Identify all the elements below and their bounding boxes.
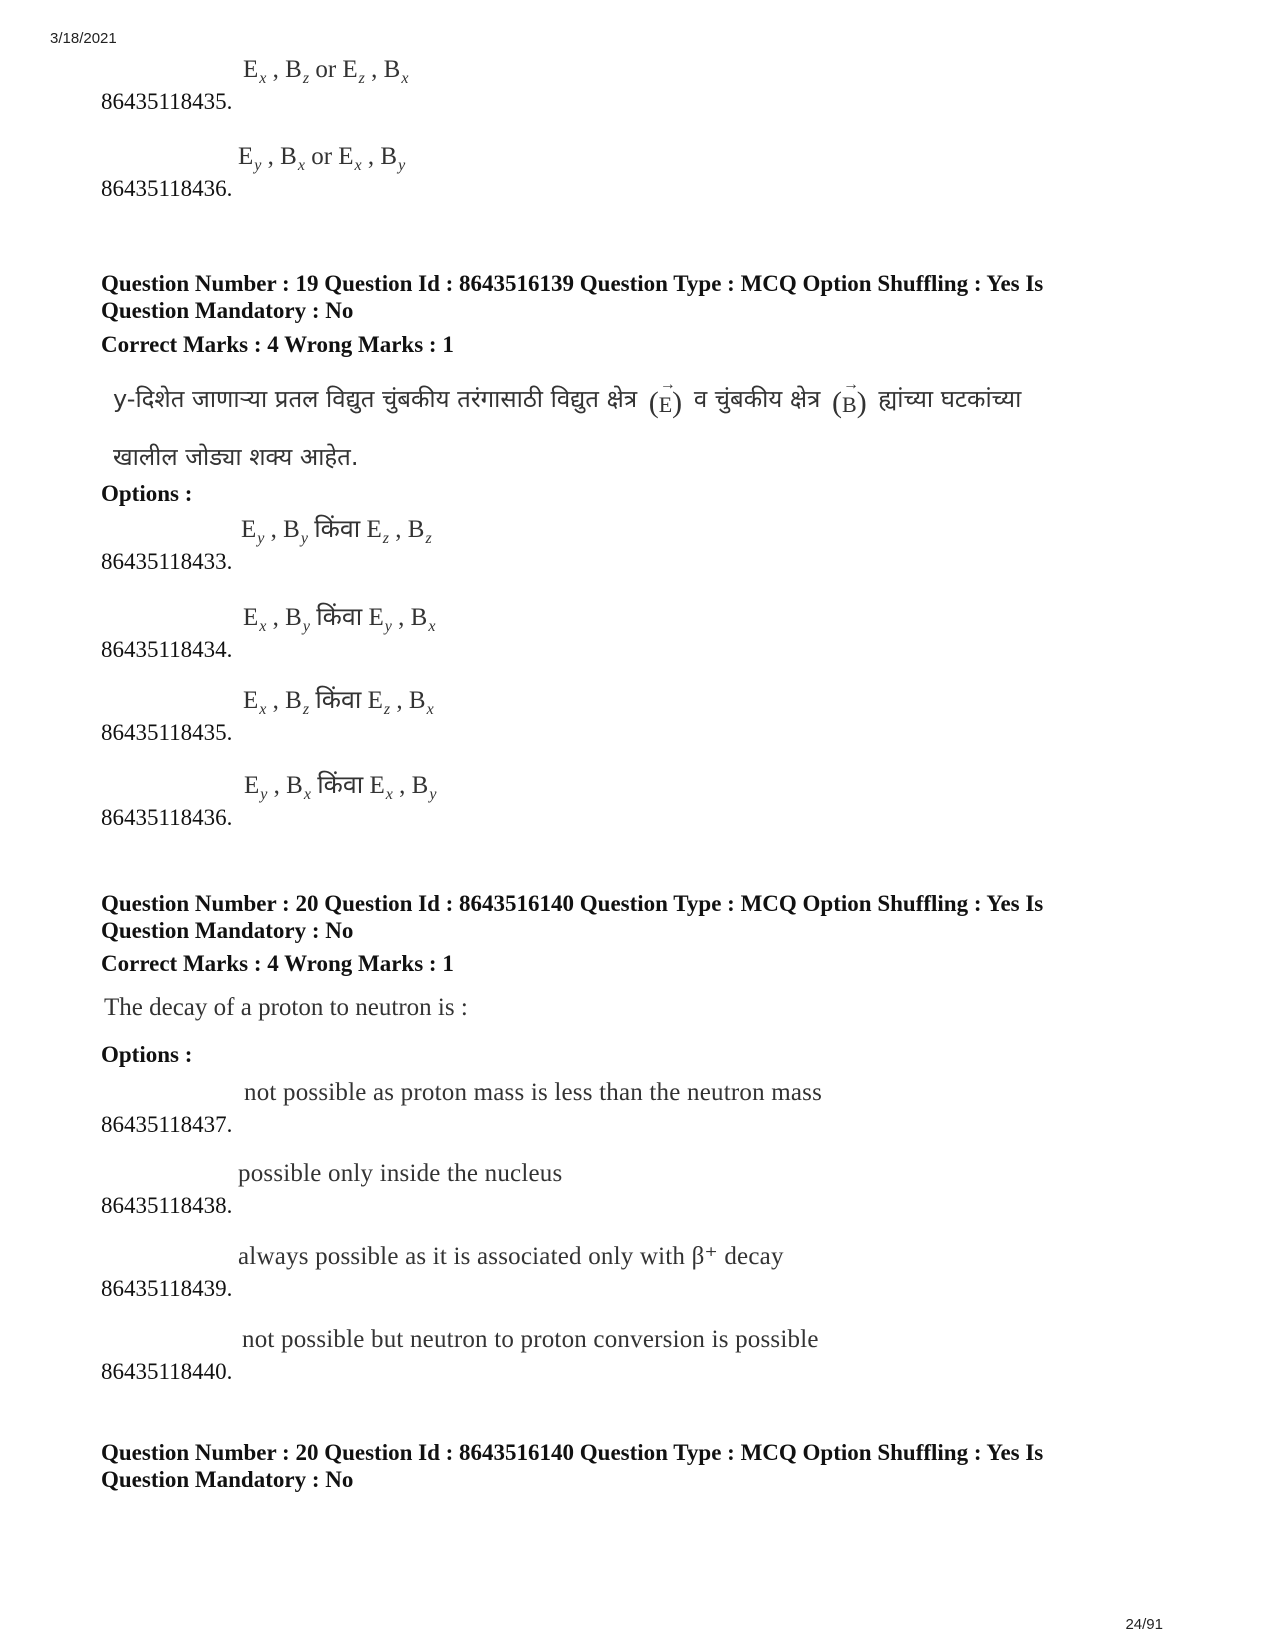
question-text-line: खालील जोड्या शक्य आहेत.: [113, 443, 359, 471]
option-row: [101, 515, 1101, 575]
option-text: not possible but neutron to proton conversion is possible: [242, 1326, 819, 1353]
option-text: $E_y$ , $B_x$ किंवा $E_x$ , $B_y$: [244, 772, 437, 803]
page-number: 24/91: [1125, 1616, 1163, 1633]
option-row: [101, 1159, 1101, 1219]
option-text: possible only inside the nucleus: [238, 1160, 563, 1187]
option-text: $E_y$ , $B_x$ or $E_x$ , $B_y$: [238, 143, 406, 174]
question-header: Question Number : 20 Question Id : 8643516140 Question Type : MCQ Option Shuffling : Yes Is Question Mandatory : No: [101, 1440, 1044, 1492]
option-id: 86435118440.: [101, 1359, 233, 1384]
option-row: [101, 771, 1101, 831]
question-header: Question Number : 20 Question Id : 8643516140 Question Type : MCQ Option Shuffling : Yes Is Question Mandatory : No: [101, 891, 1044, 943]
option-id: 86435118434.: [101, 637, 233, 662]
vector-b-symbol: ( → B): [832, 376, 867, 419]
question-marks: Correct Marks : 4 Wrong Marks : 1: [101, 332, 454, 357]
options-label: Options :: [101, 1042, 193, 1067]
option-text: $E_x$ , $B_y$ किंवा $E_y$ , $B_x$: [243, 604, 436, 635]
question-text-line: y-दिशेत जाणाऱ्या प्रतल विद्युत चुंबकीय तरंगासाठी विद्युत क्षेत्र ( → E) व चुंबकीय क्षेत्र ( → B) ह्यांच्या घटकांच्या: [113, 376, 1022, 419]
option-id: 86435118433.: [101, 549, 233, 574]
question-marks: Correct Marks : 4 Wrong Marks : 1: [101, 951, 454, 976]
option-id: 86435118439.: [101, 1276, 233, 1301]
option-id: 86435118436.: [101, 176, 233, 201]
option-text: $E_x$ , $B_z$ किंवा $E_z$ , $B_x$: [243, 687, 434, 718]
option-id: 86435118435.: [101, 720, 233, 745]
question-text: The decay of a proton to neutron is :: [104, 994, 468, 1021]
print-date: 3/18/2021: [50, 30, 117, 47]
option-text: always possible as it is associated only with β⁺ decay: [238, 1243, 784, 1270]
option-row: [101, 142, 1101, 202]
option-id: 86435118438.: [101, 1193, 233, 1218]
option-row: [101, 603, 1101, 663]
option-id: 86435118435.: [101, 89, 233, 114]
option-row: [101, 1078, 1101, 1138]
option-row: [101, 55, 1101, 115]
option-text: $E_y$ , $B_y$ किंवा $E_z$ , $B_z$: [241, 516, 432, 547]
option-row: [101, 686, 1101, 746]
option-id: 86435118437.: [101, 1112, 233, 1137]
option-text: not possible as proton mass is less than the neutron mass: [244, 1079, 823, 1106]
option-row: [101, 1325, 1101, 1385]
question-header: Question Number : 19 Question Id : 8643516139 Question Type : MCQ Option Shuffling : Yes Is Question Mandatory : No: [101, 271, 1044, 323]
vector-e-symbol: ( → E): [648, 376, 683, 419]
option-row: [101, 1242, 1101, 1302]
option-id: 86435118436.: [101, 805, 233, 830]
options-label: Options :: [101, 481, 193, 506]
option-text: $E_x$ , $B_z$ or $E_z$ , $B_x$: [243, 56, 409, 87]
